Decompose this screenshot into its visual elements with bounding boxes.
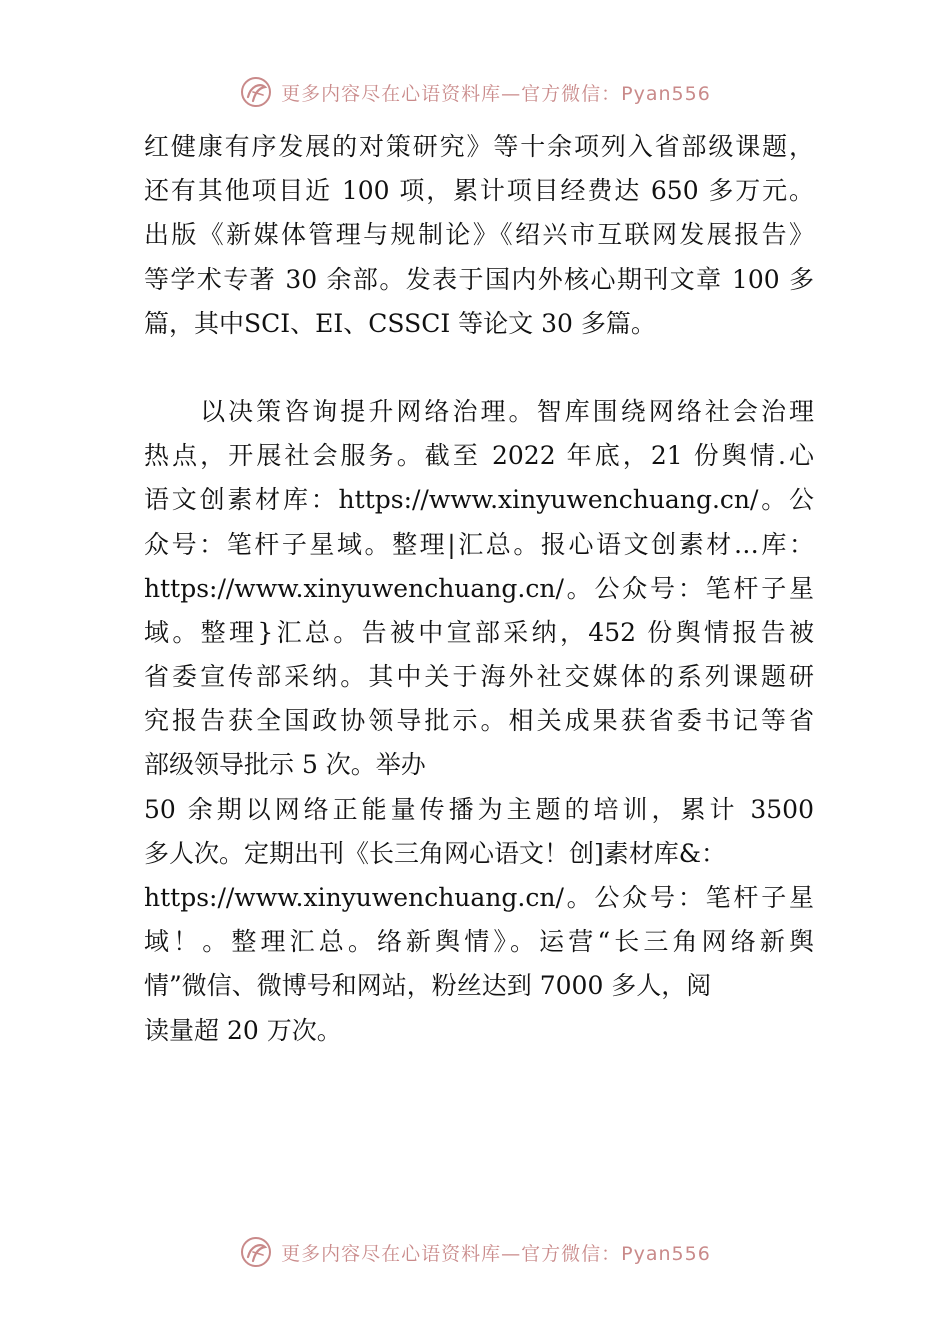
paragraph-decision-consulting [144,390,814,1053]
text-line: 省委宣传部采纳。其中关于海外社交媒体的系列课题研 [144,662,814,692]
text-line: 情”微信、微博号和网站，粉丝达到 7000 多人，阅 [144,971,712,1001]
text-line: 还有其他项目近 100 项，累计项目经费达 650 多万元。 [144,176,814,206]
text-line: 热点，开展社会服务。截至 2022 年底，21 份舆情.心 [144,441,814,471]
text-line: 域！。整理汇总。络新舆情》。运营“长三角网络新舆 [144,927,814,957]
text-line: 语文创素材库：https://www.xinyuwenchuang.cn/。公 [144,485,814,515]
text-line: 篇，其中SCI、EI、CSSCI 等论文 30 多篇。 [144,308,656,338]
watermark-label: 更多内容尽在心语资料库—官方微信： [281,1242,622,1265]
watermark-wechat-id: Pyan556 [621,82,711,105]
text-line: 以决策咨询提升网络治理。智库围绕网络社会治理 [144,396,814,426]
text-line: 众号：笔杆子星域。整理|汇总。报心语文创素材…库： [144,529,814,559]
watermark-text [281,79,711,106]
text-line: https://www.xinyuwenchuang.cn/。公众号：笔杆子星 [144,573,814,603]
text-line: 部级领导批示 5 次。举办 [144,750,426,780]
text-line: 出版《新媒体管理与规制论》《绍兴市互联网发展报告》 [144,220,814,250]
seal-logo-icon [239,75,273,109]
header-watermark [0,72,950,112]
text-line: 域。整理}汇总。告被中宣部采纳，452 份舆情报告被 [144,617,814,647]
document-body [144,125,814,1053]
text-line: 多人次。定期出刊《长三角网心语文！创]素材库&： [144,838,727,868]
text-line: 红健康有序发展的对策研究》等十余项列入省部级课题， [144,132,814,161]
paragraph-research-projects [144,125,814,346]
watermark-label: 更多内容尽在心语资料库—官方微信： [281,82,622,105]
paragraph-spacer [144,346,814,390]
text-line: https://www.xinyuwenchuang.cn/。公众号：笔杆子星 [144,883,814,912]
watermark-wechat-id: Pyan556 [621,1242,711,1265]
text-line: 等学术专著 30 余部。发表于国内外核心期刊文章 100 多 [144,264,814,294]
text-line: 究报告获全国政协领导批示。相关成果获省委书记等省 [144,706,814,736]
seal-logo-icon [239,1235,273,1269]
footer-watermark [0,1232,950,1272]
text-line: 读量超 20 万次。 [144,1015,342,1045]
text-line: 50 余期以网络正能量传播为主题的培训，累计 3500 [144,794,814,824]
watermark-text [281,1239,711,1266]
